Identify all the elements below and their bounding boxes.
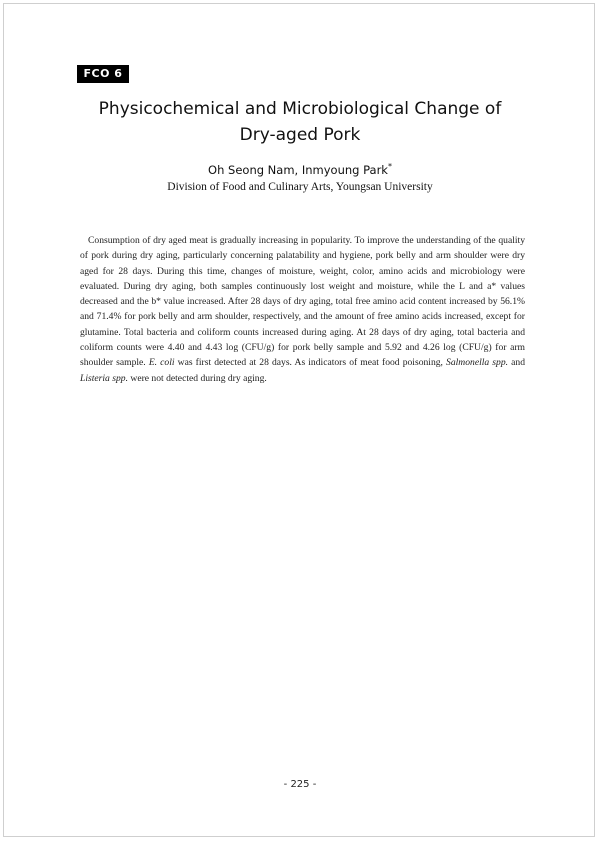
abstract-text-1: Consumption of dry aged meat is gradually increasing in popularity. To improve the understanding of the quality of pork during dry aging, particularly concerning palatability and hygiene, pork belly and arm shoulder were dry aged for 28 days. During this time, changes of moisture, weight, color, amino acids and microbiology were evaluated. During dry aging, both samples continuously lost weight and moisture, while the L and a* values decreased and the b* value increased. After 28 days of dry aging, total free amino acid content increased by 56.1% and 71.4% for pork belly and arm shoulder, respectively, and the amount of free amino acids increased, except for glutamine. Total bacteria and coliform counts increased during aging. At 28 days of dry aging, total bacteria and coliform counts were 4.40 and 4.43 log (CFU/g) for pork belly sample and 5.92 and 4.26 log (CFU/g) for arm shoulder sample. xyxy=(80,235,525,369)
salmonella-term: Salmonella spp. xyxy=(446,357,509,369)
listeria-term: Listeria spp. xyxy=(80,372,128,384)
author-names: Oh Seong Nam, Inmyoung Park xyxy=(208,163,388,177)
title-line-1: Physicochemical and Microbiological Change of xyxy=(98,99,502,119)
title-line-2: Dry-aged Pork xyxy=(239,125,361,145)
affiliation: Division of Food and Culinary Arts, Youngsan University xyxy=(167,181,433,193)
page-number: - 225 - xyxy=(283,779,317,790)
abstract-and: and xyxy=(511,357,525,369)
abstract-text-3: were not detected during dry aging. xyxy=(130,372,267,384)
corresponding-author-mark: * xyxy=(387,162,392,172)
paper-title xyxy=(80,96,520,148)
session-code-badge: FCO 6 xyxy=(77,65,129,83)
author-line xyxy=(0,163,600,177)
abstract-body xyxy=(80,233,525,386)
abstract-text-2: was first detected at 28 days. As indicators of meat food poisoning, xyxy=(177,357,443,369)
ecoli-term: E. coli xyxy=(148,357,175,369)
